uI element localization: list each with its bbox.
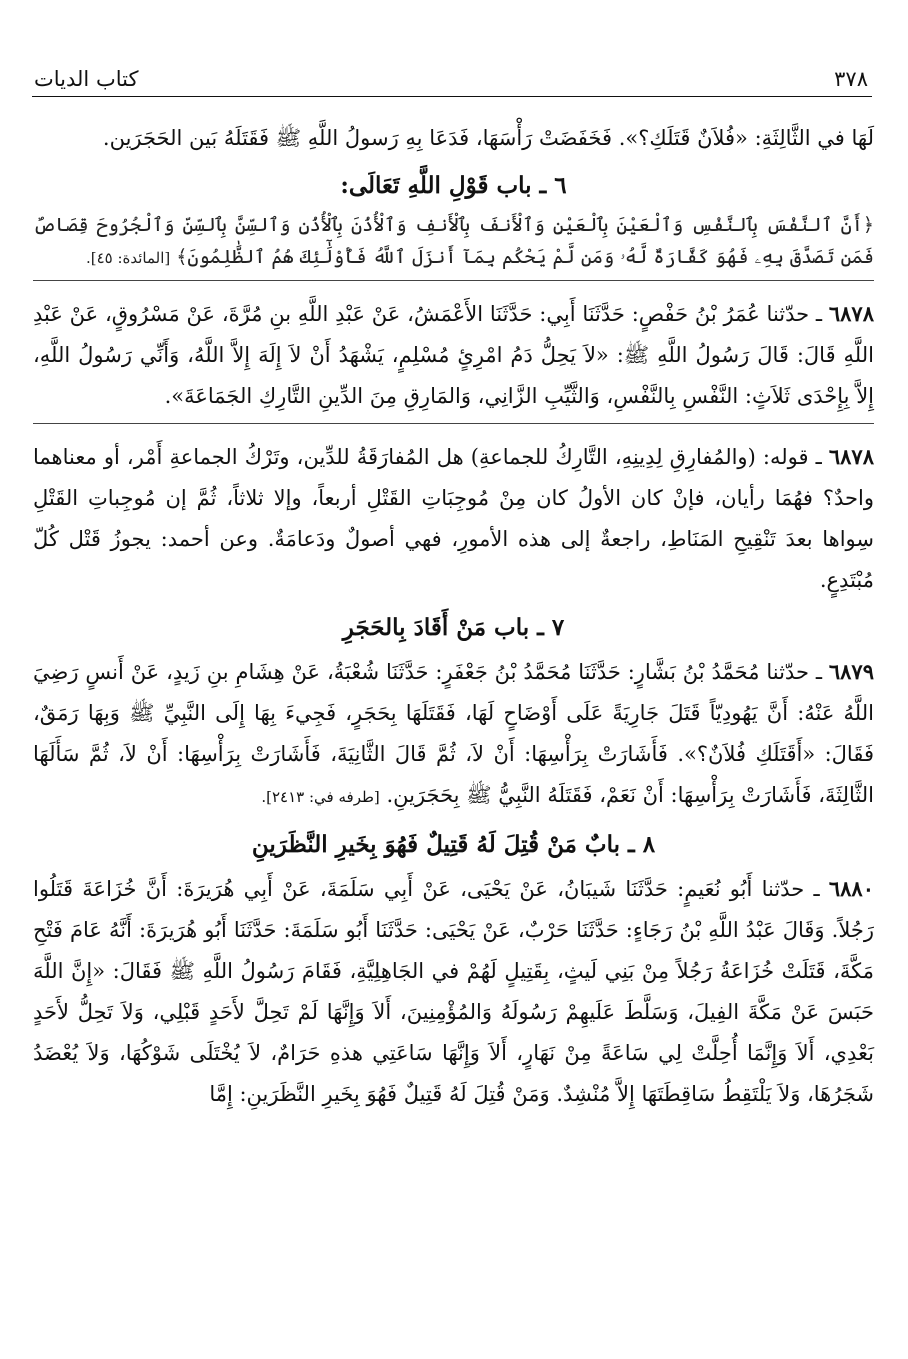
quran-verse bbox=[33, 209, 874, 274]
running-header bbox=[34, 62, 868, 96]
hadith-number: ٦٨٧٩ bbox=[828, 659, 874, 684]
section-divider bbox=[33, 280, 874, 281]
page-number: ٣٧٨ bbox=[834, 67, 868, 91]
section-divider bbox=[33, 423, 874, 424]
hadith-text: ـ حدّثنا عُمَرُ بْنُ حَفْصٍ: حَدَّثَنَا أَبِي: حَدَّثَنَا الأَعْمَشُ، عَنْ عَبْدِ اللَّهِ بنِ مُرَّةَ، عَنْ مَسْرُوقٍ، عَنْ عَبْدِ اللَّهِ قَالَ: قَالَ رَسُولُ اللَّهِ ﷺ: «لاَ يَحِلُّ دَمُ امْرِئٍ مُسْلِمٍ، يَشْهَدُ أَنْ لاَ إِلَهَ إِلاَّ اللَّهُ، وَأَنِّي رَسُولُ اللَّهِ، إِلاَّ بِإِحْدَى ثَلاَثٍ: النَّفْسِ بِالنَّفْسِ، وَالثَّيِّبِ الزَّانِي، وَالمَارِقِ مِنَ الدِّينِ التَّارِكِ الجَمَاعَةَ». bbox=[33, 302, 874, 408]
hadith-text: ـ حدّثنا مُحَمَّدُ بْنُ بَشَّارٍ: حَدَّثَنَا مُحَمَّدُ بْنُ جَعْفَرٍ: حَدَّثَنَا شُعْبَةُ، عَنْ هِشَامِ بنِ زَيدٍ، عَنْ أَنسٍ رَضِيَ اللَّهُ عَنْهُ: أَنَّ يَهُودِيّاً قَتَلَ جَارِيَةً عَلَى أَوْضَاحٍ لَهَا، فَقَتَلَهَا بِحَجَرٍ، فَجِيءَ بِهَا إِلَى النَّبِيِّ ﷺ وَبِهَا رَمَقٌ، فَقَالَ: «أَقَتَلَكِ فُلاَنٌ؟». فَأَشَارَتْ بِرَأْسِهَا: أَنْ لاَ، ثُمَّ قَالَ الثَّانِيَةَ، فَأَشَارَتْ بِرَأْسِهَا: أَنْ لاَ، ثُمَّ سَأَلَهَا الثَّالِثَةَ، فَأَشَارَتْ بِرَأْسِهَا: أَنْ نَعَمْ، فَقَتَلَهُ النَّبِيُّ ﷺ بِحَجَرَينِ. bbox=[33, 660, 874, 807]
quran-citation: [المائدة: ٤٥]. bbox=[85, 249, 171, 267]
hadith-number: ٦٨٨٠ bbox=[828, 876, 874, 901]
commentary-number: ٦٨٧٨ bbox=[828, 444, 874, 469]
hadith-6879 bbox=[33, 651, 874, 818]
quran-verse-text: ﴿أَنَّ ٱلنَّفْسَ بِٱلنَّفْسِ وَٱلْعَيْنَ بِٱلْعَيْنِ وَٱلْأَنفَ بِٱلْأَنفِ وَٱلْأُذُنَ بِٱلْأُذُنِ وَٱلسِّنَّ بِٱلسِّنِّ وَٱلْجُرُوحَ قِصَاصٌ فَمَن تَصَدَّقَ بِهِۦ فَهُوَ كَفَّارَةٌ لَّهُۥ وَمَن لَّمْ يَحْكُم بِمَآ أَنزَلَ ٱللَّهُ فَأُوْلَٰٓئِكَ هُمُ ٱلظَّٰلِمُونَ﴾ bbox=[33, 214, 874, 268]
page-body bbox=[33, 118, 874, 1115]
commentary-text: ـ قوله: (والمُفارِقِ لِدِينِهِ، التَّارِكُ للجماعةِ) هل المُفارَقَةُ للدِّين، وتَرْكُ الجماعةِ أَمْر، أو معناهما واحدٌ؟ فهُمَا رأيان، فإنْ كان الأولُ كان مِنْ مُوجِبَاتِ القَتْلِ أربعاً، وإلا ثلاثاً، ثُمَّ إن مُوجِباتِ القَتْلِ سِواها بعدَ تَنْقِيحِ المَنَاطِ، راجعةٌ إلى هذه الأمورِ، فهي أصولٌ ودَعامَةٌ. وعن أحمد: يجوزُ قَتْل كُلّ مُبْتَدِعٍ. bbox=[33, 445, 874, 592]
chapter-8-heading: ٨ ـ بابٌ مَنْ قُتِلَ لَهُ قَتِيلٌ فَهُوَ بِخَيرِ النَّظَرَينِ bbox=[251, 831, 656, 858]
hadith-text: ـ حدّثنا أَبُو نُعَيمٍ: حَدَّثَنَا شَيبَانُ، عَنْ يَحْيَى، عَنْ أَبِي سَلَمَةَ، عَنْ أَبِي هُرَيرَةَ: أَنَّ خُزَاعَةَ قَتَلُوا رَجُلاً. وَقَالَ عَبْدُ اللَّهِ بْنُ رَجَاءٍ: حَدَّثَنَا حَرْبٌ، عَنْ يَحْيَى: حَدَّثَنَا أَبُو سَلَمَةَ: حَدَّثَنَا أَبُو هُرَيرَةَ: أَنَّهُ عَامَ فَتْحِ مَكَّةَ، قَتَلَتْ خُزَاعَةُ رَجُلاً مِنْ بَنِي لَيثٍ، بِقَتِيلٍ لَهُمْ في الجَاهِلِيَّةِ، فَقَامَ رَسُولُ اللَّهِ ﷺ فَقَالَ: «إِنَّ اللَّهَ حَبَسَ عَنْ مَكَّةَ الفِيلَ، وَسَلَّطَ عَلَيهِمْ رَسُولَهُ وَالمُؤْمِنِينَ، أَلاَ وَإِنَّهَا لَمْ تَحِلَّ لأَحَدٍ قَبْلِي، وَلاَ تَحِلُّ لأَحَدٍ بَعْدِي، أَلاَ وَإِنَّمَا أُحِلَّتْ لِي سَاعَةً مِنْ نَهَارٍ، أَلاَ وَإِنَّهَا سَاعَتِي هذهِ حَرَامٌ، لاَ يُخْتَلَى شَوْكُهَا، وَلاَ يُعْضَدُ شَجَرُهَا، وَلاَ يَلْتَقِطُ سَاقِطَتَهَا إِلاَّ مُنْشِدٌ. وَمَنْ قُتِلَ لَهُ قَتِيلٌ فَهُوَ بِخَيرِ النَّظَرَينِ: إِمَّا bbox=[33, 877, 874, 1106]
cross-reference: [طرفه في: ٢٤١٣]. bbox=[261, 788, 380, 806]
book-title: كتاب الديات bbox=[34, 67, 139, 91]
chapter-7-heading: ٧ ـ باب مَنْ أَقَادَ بِالحَجَرِ bbox=[342, 614, 565, 641]
hadith-number: ٦٨٧٨ bbox=[828, 301, 874, 326]
continuation-paragraph: لَهَا في الثَّالِثَةِ: «فُلاَنٌ قَتَلَكِ؟». فَخَفَضَتْ رَأْسَهَا، فَدَعَا بِهِ رَسولُ اللَّهِ ﷺ فَقَتَلَهُ بَين الحَجَرَين. bbox=[102, 126, 874, 150]
commentary-6878 bbox=[33, 436, 874, 601]
hadith-6880 bbox=[33, 868, 874, 1115]
hadith-6878 bbox=[33, 293, 874, 417]
header-rule bbox=[32, 96, 872, 97]
chapter-6-heading: ٦ ـ باب قَوْلِ اللَّهِ تَعَالَى: bbox=[340, 172, 567, 199]
